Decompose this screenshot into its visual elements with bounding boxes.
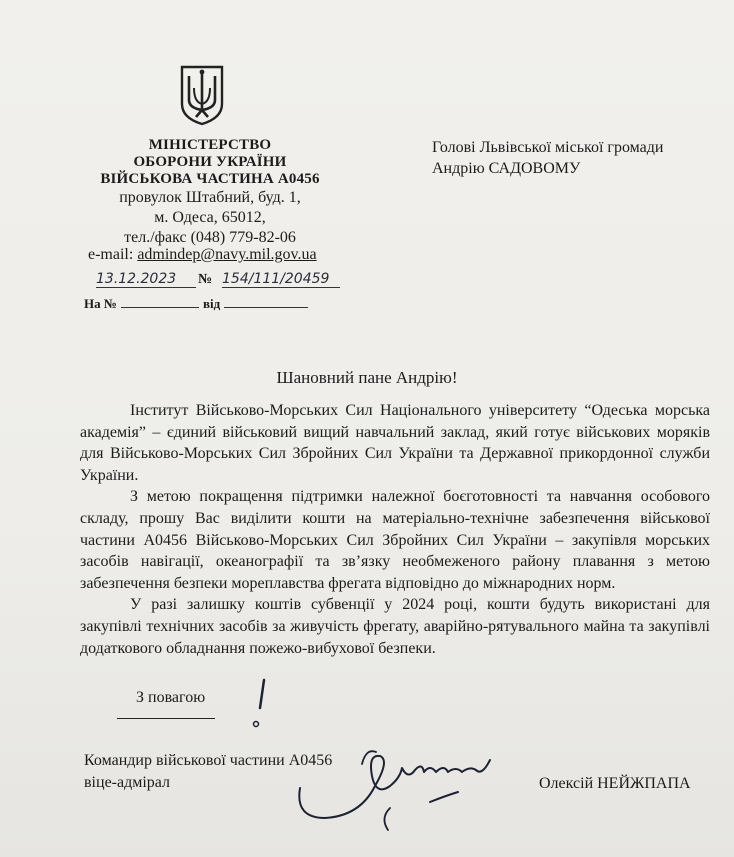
reference-line bbox=[84, 296, 312, 312]
sender-block bbox=[70, 137, 350, 248]
salutation: Шановний пане Андрію! bbox=[276, 368, 458, 387]
city-address: м. Одеса, 65012, bbox=[154, 209, 266, 226]
email-link[interactable]: admindep@navy.mil.gov.ua bbox=[137, 246, 317, 263]
addressee-title: Голові Львівської міської громади bbox=[432, 139, 664, 156]
addressee-block bbox=[432, 137, 663, 179]
signatory-position: Командир військової частини А0456 bbox=[84, 752, 333, 769]
signer-name: Олексій НЕЙЖПАПА bbox=[539, 775, 691, 792]
street-address: провулок Штабний, буд. 1, bbox=[119, 189, 301, 206]
signatory-rank: віце-адмірал bbox=[84, 774, 171, 791]
email-line bbox=[88, 246, 317, 264]
org-line-1: МІНІСТЕРСТВО bbox=[148, 137, 272, 153]
reference-date-blank bbox=[224, 297, 308, 308]
registration-date: 13.12.2023 bbox=[96, 271, 196, 288]
addressee-name: Андрію САДОВОМУ bbox=[432, 160, 581, 177]
unit-name: ВІЙСЬКОВА ЧАСТИНА А0456 bbox=[100, 171, 320, 187]
paragraph-2: З метою покращення підтримки належної боєготовності та навчання особового складу, прошу Вас виділити кошти на матеріально-технічне забезпечення військової частини А0456 Військово-Морських Сил Збройних Сил України – закупівля морських засобів навігації, океанографії та зв’язку необмеженого району плавання з метою забезпечення безпеки мореплавства фрегата відповідно до міжнародних норм. bbox=[80, 488, 710, 592]
regards: З повагою bbox=[136, 689, 206, 706]
paragraph-1: Інститут Військово-Морських Сил Національного університету “Одеська морська академія” – єдиний військовий вищий навчальний заклад, який готує військових моряків для Військово-Морських Сил Збройних Сил України та Державної прикордонної служби України. bbox=[80, 402, 710, 484]
reference-from-label: від bbox=[202, 296, 221, 311]
regards-underline bbox=[117, 718, 215, 719]
email-label: e-mail: bbox=[88, 246, 134, 263]
registration-number-label: № bbox=[198, 272, 213, 287]
phone-fax: тел./факс (048) 779-82-06 bbox=[124, 229, 296, 246]
reference-label: На № bbox=[84, 296, 117, 311]
reference-blank bbox=[121, 297, 199, 308]
trident-emblem-icon bbox=[178, 64, 226, 126]
registration-number: 154/111/20459 bbox=[222, 271, 340, 288]
letter-body bbox=[80, 400, 710, 659]
paragraph-3: У разі залишку коштів субвенції у 2024 році, кошти будуть використані для закупівлі технічних засобів за живучість фрегату, аварійно-рятувального майна та закупівлі додаткового обладнання пожежо-вибухової безпеки. bbox=[80, 596, 710, 657]
handwritten-signature bbox=[240, 668, 510, 838]
org-line-2: ОБОРОНИ УКРАЇНИ bbox=[133, 154, 287, 170]
